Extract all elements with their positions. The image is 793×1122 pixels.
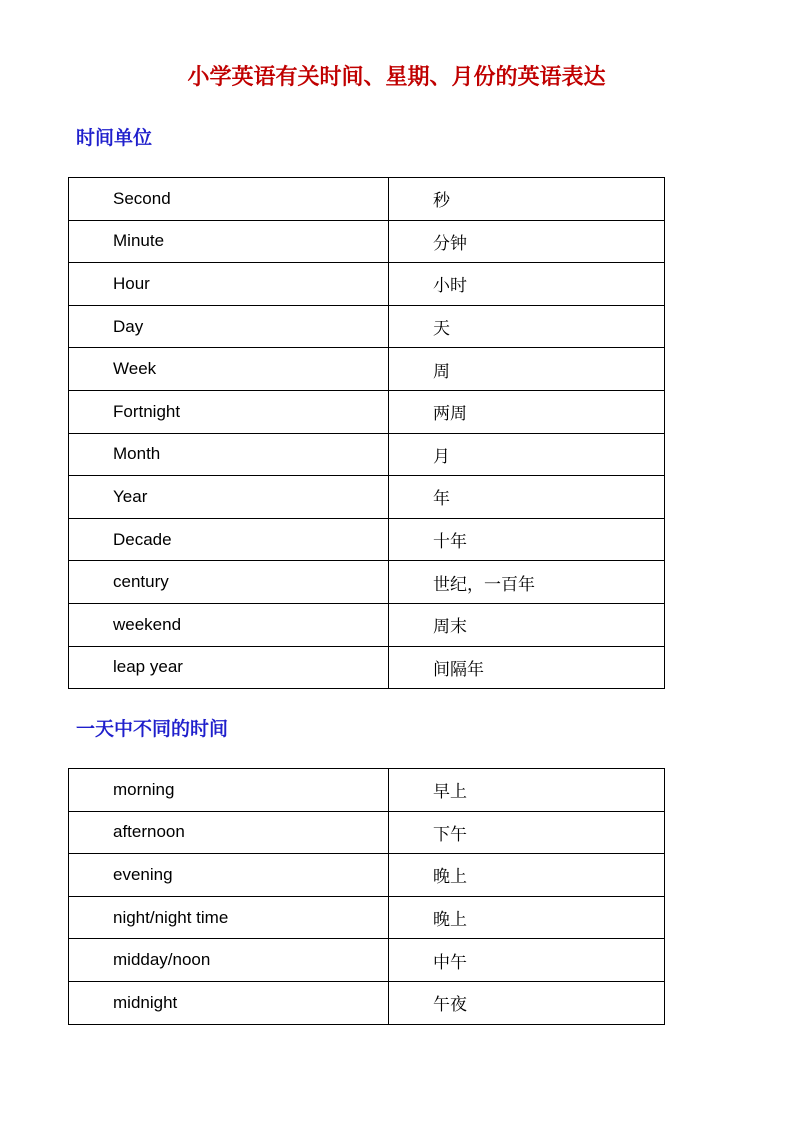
table-row [69,433,665,476]
english-term: leap year [69,646,389,689]
english-term: century [69,561,389,604]
chinese-term: 早上 [389,769,665,812]
table-row [69,646,665,689]
english-term: afternoon [69,811,389,854]
table-row [69,263,665,306]
english-term: midday/noon [69,939,389,982]
table-row [69,603,665,646]
chinese-term: 月 [389,433,665,476]
chinese-term: 午夜 [389,981,665,1024]
english-term: midnight [69,981,389,1024]
page-title: 小学英语有关时间、星期、月份的英语表达 [187,64,606,90]
english-term: Week [69,348,389,391]
chinese-term: 中午 [389,939,665,982]
english-term: Day [69,305,389,348]
english-term: Minute [69,220,389,263]
time-units-table [68,177,665,689]
chinese-term: 十年 [389,518,665,561]
chinese-term: 分钟 [389,220,665,263]
table-row [69,476,665,519]
english-term: Month [69,433,389,476]
chinese-term: 年 [389,476,665,519]
english-term: morning [69,769,389,812]
chinese-term: 间隔年 [389,646,665,689]
english-term: Fortnight [69,390,389,433]
chinese-term: 秒 [389,178,665,221]
chinese-term: 周 [389,348,665,391]
chinese-term: 下午 [389,811,665,854]
table-row [69,854,665,897]
table-row [69,220,665,263]
table-row [69,896,665,939]
chinese-term: 晚上 [389,896,665,939]
table-row [69,769,665,812]
chinese-term: 世纪，一百年 [389,561,665,604]
table-row [69,939,665,982]
chinese-term: 周末 [389,603,665,646]
english-term: Hour [69,263,389,306]
chinese-term: 两周 [389,390,665,433]
table-row [69,811,665,854]
english-term: Year [69,476,389,519]
table-row [69,390,665,433]
english-term: weekend [69,603,389,646]
table-row [69,178,665,221]
chinese-term: 天 [389,305,665,348]
times-of-day-table [68,768,665,1025]
section-heading-time-units: 时间单位 [76,127,153,149]
table-row [69,305,665,348]
english-term: Decade [69,518,389,561]
chinese-term: 小时 [389,263,665,306]
english-term: Second [69,178,389,221]
table-row [69,348,665,391]
chinese-term: 晚上 [389,854,665,897]
english-term: evening [69,854,389,897]
table-row [69,561,665,604]
table-row [69,981,665,1024]
english-term: night/night time [69,896,389,939]
section-heading-times-of-day: 一天中不同的时间 [76,718,229,740]
table-row [69,518,665,561]
